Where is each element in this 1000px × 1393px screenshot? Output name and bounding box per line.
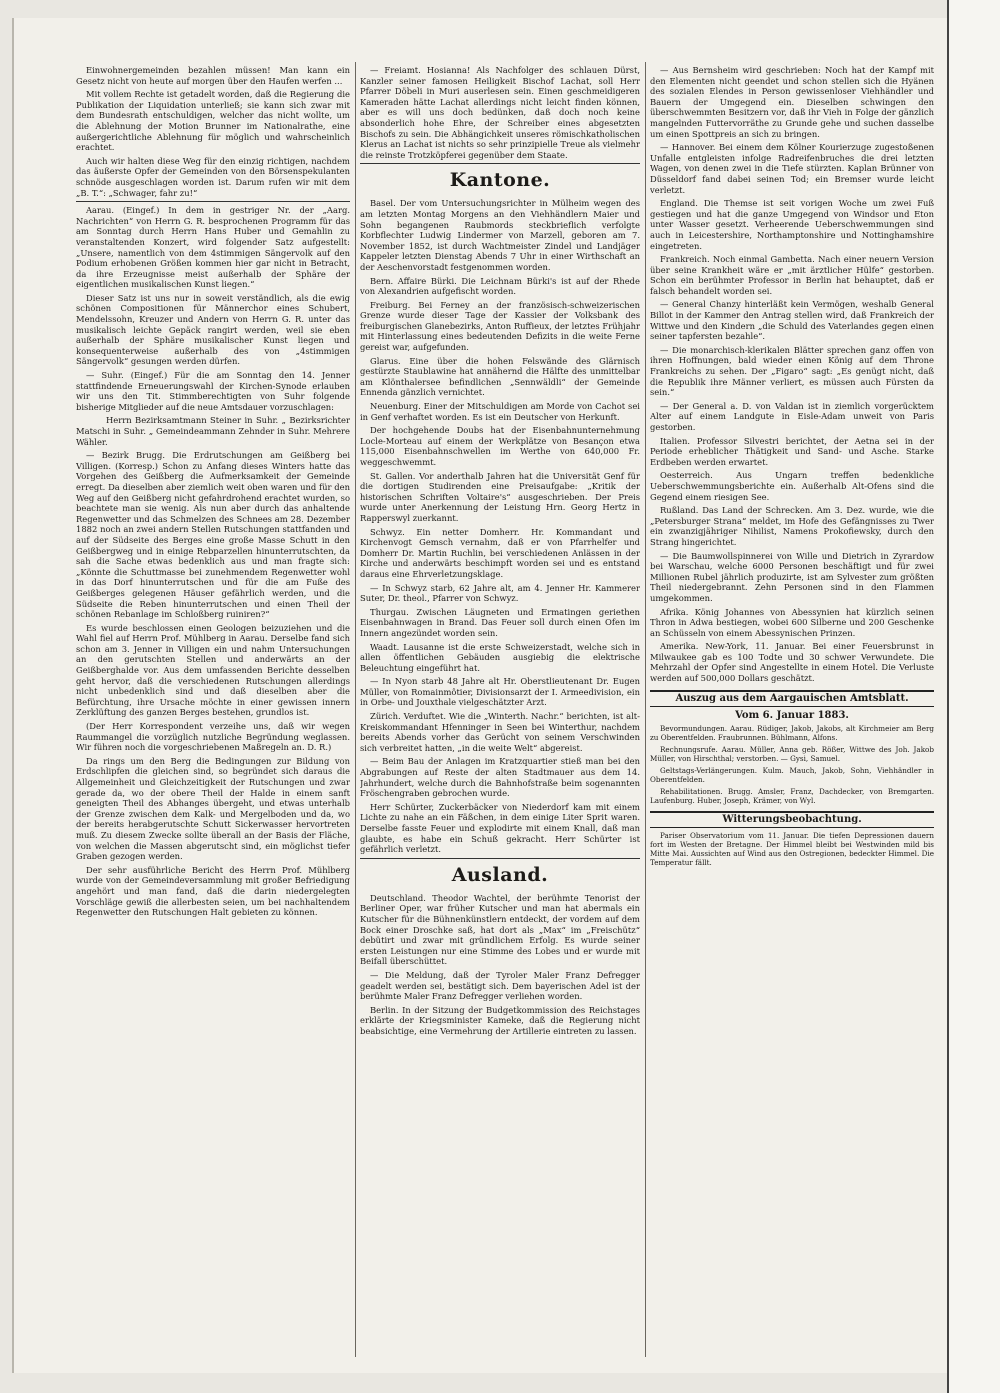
- article-paragraph: — Der General a. D. von Valdan ist in ziemlich vorgerücktem Alter auf einem Landgute in Eisle-Adam unweit von Paris gestorben.: [650, 400, 934, 432]
- article-paragraph: Waadt. Lausanne ist die erste Schweizerstadt, welche sich in allen öffentlichen Gebäuden ausgiebig die elektrische Beleuchtung eingeführt hat.: [360, 641, 640, 673]
- article-paragraph: — Freiamt. Hosianna! Als Nachfolger des schlauen Dürst, Kanzler seiner famosen Heiligkeit Bischof Lachat, soll Herr Pfarrer Döbeli in Muri auserlesen sein. Einen geschmeidigeren Kameraden hätte Lachat allerdings nicht leicht finden können, aber es will uns doch bedünken, daß doch noch keine absonderlich hohe Ehre, der Schreiber eines abgesetzten Bischofs zu sein. Die Abhängichkeit unseres römischkatholischen Klerus an Lachat ist nichts so sehr prinzipielle Treue als vielmehr die reinste Trotzköpferei gegenüber dem Staate.: [360, 65, 640, 160]
- article-paragraph: — Hannover. Bei einem dem Kölner Kourierzuge zugestoßenen Unfalle entgleisten infolge Radreifenbruches die drei letzten Wagen, von denen zwei in die Tiefe stürzten. Kaplan Brünner von Düsseldorf fand dabei seinen Tod; ein Bremser wurde leicht verletzt.: [650, 142, 934, 195]
- column-2: [360, 65, 640, 1355]
- article-paragraph: — General Chanzy hinterläßt kein Vermögen, weshalb General Billot in der Kammer den Antrag stellen wird, daß Frankreich der Wittwe und den Kindern „die Schuld des Vaterlandes gegen einen seiner tapfersten bezahle“.: [650, 299, 934, 342]
- article-paragraph: — Die Meldung, daß der Tyroler Maler Franz Defregger geadelt werden sei, bestätigt sich. Dem bayerischen Adel ist der berühmte Maler Franz Defregger verliehen worden.: [360, 969, 640, 1002]
- weather-heading: Witterungsbeobachtung.: [650, 811, 934, 829]
- article-paragraph: Frankreich. Noch einmal Gambetta. Nach einer neuern Version über seine Krankheit wäre er „mit ärztlicher Hülfe“ gestorben. Schon ein berühmter Professor in Berlin hat behauptet, daß er falsch behandelt worden sei.: [650, 254, 934, 296]
- article-paragraph: Schwyz. Ein netter Domherr. Hr. Kommandant und Kirchenvogt Gemsch vernahm, daß er von Pfarrhelfer und Domherr Dr. Martin Ruchlin, bei verschiedenen Anlässen in der Kirche und anderwärts beschimpft worden sei und es entstand daraus eine Ehrverletzungsklage.: [360, 526, 640, 579]
- column-rule-2: [645, 62, 646, 1357]
- notice-entry: Rehabilitationen. Brugg. Amsler, Franz, Dachdecker, von Bremgarten. Laufenburg. Huber, Joseph, Krämer, von Wyl.: [650, 786, 934, 805]
- article-paragraph: Deutschland. Theodor Wachtel, der berühmte Tenorist der Berliner Oper, war früher Kutscher und man hat abermals ein Kutscher für die Bühnenkünstlern entdeckt, der vordem auf dem Bock einer Droschke saß, hat dort als „Max“ im „Freischütz“ debütirt und zwar mit gründlichem Erfolg. Es wurde seiner ersten Leistungen nur eine Stimme des Lobes und er wurde mit Beifall überschüttet.: [360, 892, 640, 967]
- separator: [360, 858, 640, 859]
- article-paragraph: Neuenburg. Einer der Mitschuldigen am Morde von Cachot sei in Genf verhaftet worden. Es ist ein Deutscher von Herkunft.: [360, 401, 640, 422]
- article-paragraph: Thurgau. Zwischen Läugneten und Ermatingen geriethen Eisenbahnwagen in Brand. Das Feuer soll durch einen Ofen im Innern angezündet worden sein.: [360, 606, 640, 638]
- article-paragraph: Basel. Der vom Untersuchungsrichter in Mülheim wegen des am letzten Montag Morgens an den Viehhändlern Maier und Sohn begangenen Raubmords steckbrieflich verfolgte Korbflechter Ludwig Lindermer von Marzell, geboren am 7. November 1852, ist durch Wachtmeister Zindel und Landjäger Kappeler letzten Dienstag Abends 7 Uhr in einer Wirthschaft an der Aeschenvorstadt festgenommen worden.: [360, 198, 640, 272]
- article-paragraph: Herr Schürter, Zuckerbäcker von Niederdorf kam mit einem Lichte zu nahe an ein Fäßchen, in dem einige Liter Sprit waren. Derselbe fasste Feuer und explodirte mit einem Knall, daß man glaubte, es habe ein Schuß gekracht. Herr Schürter ist gefährlich verletzt.: [360, 801, 640, 855]
- editor-note: (Der Herr Korrespondent verzeihe uns, daß wir wegen Raummangel die vorzüglich nutzliche Begründung weglassen. Wir führen noch die vorgeschriebenen Maßregeln an. D. R.): [76, 721, 350, 753]
- article-paragraph: Italien. Professor Silvestri berichtet, der Aetna sei in der Periode erheblicher Thätigkeit und Sand- und Asche. Starke Erdbeben werden erwartet.: [650, 435, 934, 467]
- article-paragraph: — Aus Bernsheim wird geschrieben: Noch hat der Kampf mit den Elementen nicht geendet und schon stellen sich die Hyänen des sozialen Elendes in Person gewissenloser Viehhändler und Bauern der Umgegend ein. Dieselben schwingen den überschwemmten Besitzern vor, daß ihr Vieh in Folge der gänzlich mangelnden Futtervorräthe zu Grunde gehe und suchen dasselbe um einen Spottpreis an sich zu bringen.: [650, 65, 934, 139]
- notice-entry: Geltstags-Verlängerungen. Kulm. Mauch, Jakob, Sohn, Viehhändler in Oberentfelden.: [650, 765, 934, 784]
- section-heading-ausland: Ausland.: [451, 863, 549, 886]
- article-paragraph: — In Schwyz starb, 62 Jahre alt, am 4. Jenner Hr. Kammerer Suter, Dr. theol., Pfarrer von Schwyz.: [360, 582, 640, 604]
- separator: [360, 163, 640, 164]
- article-paragraph: — Suhr. (Eingef.) Für die am Sonntag den 14. Jenner stattfindende Erneuerungswahl der Kirchen-Synode erlauben wir uns den Tit. Stimmberechtigten von Suhr folgende bisherige Mitglieder auf die neue Amtsdauer vorzuschlagen:: [76, 370, 350, 412]
- notice-entry: Bevormundungen. Aarau. Rüdiger, Jakob, Jakobs, alt Kirchmeier am Berg zu Oberentfelden. Fraubrunnen. Bühlmann, Alfons.: [650, 723, 934, 742]
- article-paragraph: St. Gallen. Vor anderthalb Jahren hat die Universität Genf für die dortigen Studirenden eine Preisaufgabe: „Kritik der historischen Schriften Voltaire's“ ausgeschrieben. Der Preis wurde unter Anerkennung der Leistung Hrn. Georg Hertz in Rapperswyl zuerkannt.: [360, 470, 640, 523]
- article-paragraph: — In Nyon starb 48 Jahre alt Hr. Oberstlieutenant Dr. Eugen Müller, von Romainmôtier, Divisionsarzt der I. Armeedivision, ein in Orbe- und Jouxthale vielgeschätzter Arzt.: [360, 676, 640, 708]
- article-paragraph: — Die Baumwollspinnerei von Wille und Dietrich in Zyrardow bei Warschau, welche 6000 Personen beschäftigt und für zwei Millionen Rubel jährlich produzirte, ist am Sylvester zum größten Theil niedergebrannt. Zehn Personen sind in den Flammen umgekommen.: [650, 550, 934, 603]
- article-paragraph: — Beim Bau der Anlagen im Kratzquartier stieß man bei den Abgrabungen auf Reste der alten Stadtmauer aus dem 14. Jahrhundert, welche durch die Bahnhofstraße beim sogenannten Fröschengraben gebrochen wurde.: [360, 756, 640, 799]
- column-1: [76, 65, 350, 1355]
- article-paragraph: Aarau. (Eingef.) In dem in gestriger Nr. der „Aarg. Nachrichten“ von Herrn G. R. besprochenen Programm für das am Sonntag durch Herrn Hans Huber und Gemahlin zu veranstaltenden Konzert, wird folgender Satz aufgestellt: „Unsere, namentlich von dem 4stimmigen Sängervolk auf den Podium erhobenen Größen kommen hier gar nicht in Betracht, da ihre Erzeugnisse meist außerhalb der Sphäre der eigentlichen musikalischen Kunst liegen.“: [76, 205, 350, 290]
- article-paragraph: Oesterreich. Aus Ungarn treffen bedenkliche Ueberschwemmungsberichte ein. Außerhalb Alt-Ofens sind die Gegend einem riesigen See.: [650, 470, 934, 502]
- article-paragraph: Glarus. Eine über die hohen Felswände des Glärnisch gestürzte Staublawine hat annähernd die Hälfte des unmittelbar am Klönthalersee befindlichen „Sennwäldli“ der Gemeinde Ennenda gänzlich vernichtet.: [360, 355, 640, 398]
- article-paragraph: Rußland. Das Land der Schrecken. Am 3. Dez. wurde, wie die „Petersburger Strana“ meldet, im Hofe des Gefängnisses zu Twer ein zwanzigjähriger Nihilist, Namens Prokofiewsky, durch den Strang hingerichtet.: [650, 505, 934, 547]
- article-paragraph: Der sehr ausführliche Bericht des Herrn Prof. Mühlberg wurde von der Gemeindeversammlung mit großer Befriedigung angehört und man fand, daß die darin niedergelegten Vorschläge gewiß die allerbesten seien, um bei nachhaltendem Regenwetter den Rutschungen Halt gebieten zu können.: [76, 864, 350, 918]
- column-3: [650, 65, 934, 1355]
- amtsblatt-date: Vom 6. Januar 1883.: [735, 710, 849, 722]
- separator: [76, 201, 350, 202]
- article-paragraph: England. Die Themse ist seit vorigen Woche um zwei Fuß gestiegen und hat die ganze Umgegend von Windsor und Eton unter Wasser gesetzt. Verheerende Ueberschwemmungen sind auch in Leicestershire, Northamptonshire und Nottinghamshire eingetreten.: [650, 198, 934, 251]
- article-paragraph: Einwohnergemeinden bezahlen müssen! Man kann ein Gesetz nicht von heute auf morgen über den Haufen werfen ...: [76, 65, 350, 86]
- section-heading-kantone: Kantone.: [449, 169, 551, 192]
- article-paragraph: Zürich. Verduftet. Wie die „Winterth. Nachr.“ berichten, ist alt-Kreiskommandant Hfenninger in Seen bei Winterthur, nachdem bereits Abends vorher das Gerücht von seinem Verschwinden sich verbreitet hatten, „in die weite Welt“ abgereist.: [360, 711, 640, 753]
- article-paragraph: — Die monarchisch-klerikalen Blätter sprechen ganz offen von ihren Hoffnungen, bald wieder einen König auf dem Throne Frankreichs zu sehen. Der „Figaro“ sagt: „Es genügt nicht, daß die Republik ihre Männer verliert, es müssen auch Fürsten da sein.“: [650, 344, 934, 398]
- amtsblatt-heading: Auszug aus dem Aargauischen Amtsblatt.: [650, 690, 934, 708]
- article-paragraph: Da rings um den Berg die Bedingungen zur Bildung von Erdschlipfen die gleichen sind, so begründet sich daraus die Allgemeinheit und Gleichzeitigkeit der Rutschungen und zwar gerade da, wo der obere Theil der Halde in einem sanft geneigten Theil des Abhanges übergeht, und etwas unterhalb der Grenze zwischen dem Kalk- und Mergelboden und da, wo der bereits herabgerutschte Schutt Sickerwasser hervortreten muß. Zu diesem Zwecke sollte überall an der Basis der Fläche, von welchen die Massen abgerutscht sind, ein möglichst tiefer Graben gezogen werden.: [76, 755, 350, 862]
- article-paragraph: Es wurde beschlossen einen Geologen beizuziehen und die Wahl fiel auf Herrn Prof. Mühlberg in Aarau. Derselbe fand sich schon am 3. Jenner in Villigen ein und nahm Untersuchungen an den gerutschten Stellen und anderwärts an der Geißberghalde vor. Aus dem umfassenden Berichte desselben geht hervor, daß die verschiedenen Rutschungen allerdings nicht unbedenklich sind und daß dieselben aber die Befürchtung, ihre Ursache möchte in einer gewissen innern Zerklüftung des ganzen Berges bestehen, grundlos ist.: [76, 622, 350, 718]
- article-paragraph: Dieser Satz ist uns nur in soweit verständlich, als die ewig schönen Compositionen für Männerchor eines Schubert, Mendelssohn, Kreuzer und Andern von Herrn G. R. unter das musikalisch leichte Gepäck rangirt werden, weil sie eben außerhalb der Sphäre musikalischer Kunst liegen und konsequenterweise außerhalb des von „4stimmigen Sängervolk“ gesungen werden dürfen.: [76, 292, 350, 367]
- article-paragraph: Amerika. New-York, 11. Januar. Bei einer Feuersbrunst in Milwaukee gab es 100 Todte und 30 schwer Verwundete. Die Mehrzahl der Opfer sind Angestellte in einem Hotel. Die Verluste werden auf 500,000 Dollars geschätzt.: [650, 641, 934, 684]
- article-paragraph: Freiburg. Bei Ferney an der französisch-schweizerischen Grenze wurde dieser Tage der Kassier der Volksbank des freiburgischen Glanebezirks, Anton Ruffieux, der letztes Frühjahr mit Hinterlassung eines bedeutenden Defizits in die weite Ferne gereist war, aufgefunden.: [360, 299, 640, 353]
- article-paragraph: Bern. Affaire Bürki. Die Leichnam Bürki's ist auf der Rhede von Alexandrien aufgefischt worden.: [360, 275, 640, 297]
- article-paragraph: Mit vollem Rechte ist getadelt worden, daß die Regierung die Publikation der Liquidation unterließ; sie kann sich zwar mit dem Bundesrath entschuldigen, welcher das nicht wollte, um die Ablehnung der Motion Brunner im Nationalrathe, eine außergerichtliche Ablehnung für möglich und wahrscheinlich erachtet.: [76, 89, 350, 153]
- adjacent-page-edge: [947, 0, 1000, 1393]
- notice-entry: Rechnungsrufe. Aarau. Müller, Anna geb. Rößer, Wittwe des Joh. Jakob Müller, von Hirschthal; verstorben. — Gysi, Samuel.: [650, 744, 934, 763]
- article-paragraph: — Bezirk Brugg. Die Erdrutschungen am Geißberg bei Villigen. (Korresp.) Schon zu Anfang dieses Winters hatte das Vorgehen des Geißberg die Aufmerksamkeit der Gemeinde erregt. Da dieselben aber ziemlich weit oben waren und für den Weg auf den Geißberg nicht gefahrdrohend erachtet wurden, so beachtete man sie wenig. Als nun aber durch das anhaltende Regenwetter und das Schmelzen des Schnees am 28. Dezember 1882 noch an zwei andern Stellen Rutschungen stattfanden und auf der Südseite des Berges eine große Masse Schutt in den Geißbergweg und in einige Rebparzellen hinunterrutschten, da sah die Sache etwas bedenklich aus und man fragte sich: „Könnte die Schuttmasse bei zunehmendem Regenwetter wohl in das Dorf hinunterrutschen und für die am Fuße des Geißberges gelegenen Häuser gefährlich werden, und die Südseite die Reben hinunterrutschen und einen Theil der schönen Rebanlage im Schloßberg ruiniren?“: [76, 450, 350, 620]
- article-paragraph: Der hochgehende Doubs hat der Eisenbahnunternehmung Locle-Morteau auf einem der Werkplätze von Besançon etwa 115,000 Eisenbahnschwellen im Werthe von 640,000 Fr. weggeschwemmt.: [360, 425, 640, 467]
- weather-report: Pariser Observatorium vom 11. Januar. Die tiefen Depressionen dauern fort im Westen der Bretagne. Der Himmel bleibt bei Westwinden mild bis Mitte Mai. Aussichten auf Wind aus den Ostregionen, bedeckter Himmel. Die Temperatur fällt.: [650, 831, 934, 868]
- article-paragraph: Berlin. In der Sitzung der Budgetkommission des Reichstages erklärte der Kriegsminister Kameke, daß die Regierung nicht beabsichtige, eine Vermehrung der Artillerie eintreten zu lassen.: [360, 1004, 640, 1036]
- article-paragraph: Afrika. König Johannes von Abessynien hat kürzlich seinen Thron in Adwa bestiegen, wobei 600 Silberne und 200 Geschenke an Schüsseln von einem Abessynischen Prinzen.: [650, 606, 934, 638]
- candidate-list: Herrn Bezirksamtmann Steiner in Suhr. „ Bezirksrichter Matschi in Suhr. „ Gemeindeammann Zehnder in Suhr. Mehrere Wähler.: [76, 415, 350, 447]
- article-paragraph: Auch wir halten diese Weg für den einzig richtigen, nachdem das äußerste Opfer der Gemeinden von den Börsenspekulanten schnöde ausgeschlagen worden ist. Darum rufen wir mit dem „B. T.“: „Schwager, fahr zu!“: [76, 155, 350, 198]
- column-rule-1: [355, 62, 356, 1357]
